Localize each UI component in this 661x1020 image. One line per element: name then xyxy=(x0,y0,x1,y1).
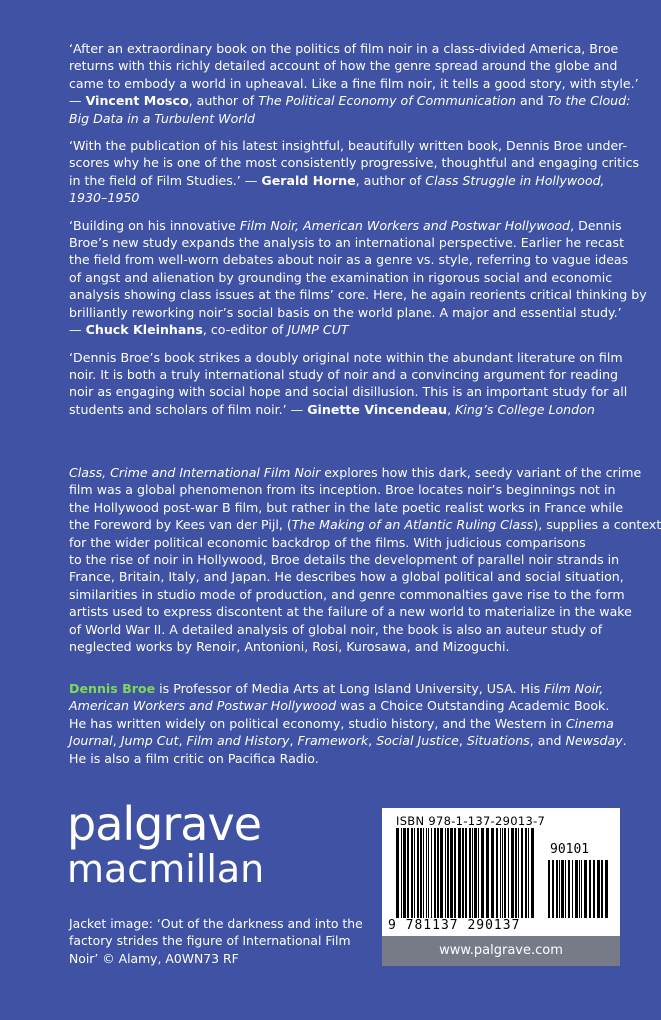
barcode-bars-icon xyxy=(396,828,536,918)
barcode-bar xyxy=(597,860,600,918)
barcode-bar xyxy=(491,828,494,918)
barcode-bar xyxy=(440,828,443,918)
description-line: of World War II. A detailed analysis of global noir, the book is also an auteur study of xyxy=(69,621,603,637)
publisher-logo xyxy=(67,797,307,891)
barcode-bar xyxy=(414,828,415,918)
barcode-bar xyxy=(403,828,406,918)
isbn-label: ISBN 978-1-137-29013-7 xyxy=(396,814,546,828)
bio-line: He has written widely on political economy, studio history, and the Western in Cinema xyxy=(69,715,614,731)
barcode-bar xyxy=(556,860,558,918)
barcode-digits: 9 781137 290137 xyxy=(388,918,521,933)
quote-line: ‘After an extraordinary book on the politics of film noir in a class-divided America, Broe xyxy=(69,41,619,56)
barcode-bar xyxy=(481,828,484,918)
barcode-bar xyxy=(458,828,461,918)
description-line: film was a global phenomenon from its inception. Broe locates noir’s beginnings not in xyxy=(69,482,616,498)
barcode-bar xyxy=(565,860,566,918)
quote-line: ‘Dennis Broe’s book strikes a doubly original note within the abundant literature on film xyxy=(69,349,623,365)
jacket-line: factory strides the figure of International Film xyxy=(69,933,351,949)
endorsement-horne xyxy=(69,137,640,207)
endorsement-mosco xyxy=(69,40,639,127)
barcode-bar xyxy=(447,828,449,918)
author-bio xyxy=(69,680,627,767)
barcode-bar xyxy=(601,860,603,918)
barcode-bar xyxy=(407,828,409,918)
bio-line: He is also a film critic on Pacifica Radio. xyxy=(69,750,319,766)
quote-line: noir as engaging with social hope and social disillusion. This is an important study for all xyxy=(69,384,628,400)
jacket-line: Jacket image: ‘Out of the darkness and into the xyxy=(69,916,363,931)
quote-line: brilliantly reworking noir’s social basis on the world plane. A major and essential study.’ xyxy=(69,304,622,320)
price-code: 90101 xyxy=(550,842,590,857)
barcode-bar xyxy=(445,828,446,918)
barcode-bar xyxy=(502,828,503,918)
barcode-bar xyxy=(450,828,453,918)
barcode-bar xyxy=(572,860,573,918)
barcode-bar xyxy=(525,828,527,918)
quote-attribution: — Vincent Mosco, author of The Political Economy of Communication and To the Cloud: xyxy=(69,93,631,109)
barcode-bar xyxy=(605,860,608,918)
description-line: Class, Crime and International Film Noir explores how this dark, seedy variant of the crime xyxy=(69,465,642,480)
logo-palgrave: palgrave xyxy=(67,797,261,851)
barcode-bar xyxy=(401,828,402,918)
bio-line: American Workers and Postwar Hollywood was a Choice Outstanding Academic Book. xyxy=(69,698,610,714)
barcode-bar xyxy=(426,828,427,918)
barcode-bar xyxy=(579,860,580,918)
barcode-bar xyxy=(521,828,523,918)
quote-attribution: students and scholars of film noir.’ — Ginette Vincendeau, King’s College London xyxy=(69,401,595,417)
author-name: Dennis Broe xyxy=(69,681,156,696)
endorsement-kleinhans xyxy=(69,217,647,339)
barcode-bar xyxy=(396,828,399,918)
publisher-url-link[interactable]: www.palgrave.com xyxy=(382,936,620,966)
quote-work: Big Data in a Turbulent World xyxy=(69,110,255,126)
quote-line: of angst and alienation by grounding the examination in rigorous social and economic xyxy=(69,269,613,285)
barcode-bar xyxy=(411,828,413,918)
description-line: neglected works by Renoir, Antonioni, Rosi, Kurosawa, and Mizoguchi. xyxy=(69,639,510,655)
quote-line: scores why he is one of the most consistently progressive, thoughtful and engaging critics xyxy=(69,155,640,171)
barcode-bar xyxy=(420,828,422,918)
quote-author: Vincent Mosco xyxy=(85,93,189,109)
quote-work: 1930–1950 xyxy=(69,190,140,206)
barcode-bar xyxy=(428,828,429,918)
description-line: the Hollywood post-war B film, but rather in the late poetic realist works in France while xyxy=(69,499,624,515)
barcode-bar xyxy=(584,860,587,918)
barcode-bar xyxy=(486,828,489,918)
description-line: the Foreword by Kees van der Pijl, (The Making of an Atlantic Ruling Class), supplies a context xyxy=(69,517,661,533)
description-line: to the rise of noir in Hollywood, Broe details the development of parallel noir strands in xyxy=(69,552,620,568)
quote-line: ‘Building on his innovative Film Noir, American Workers and Postwar Hollywood, Dennis xyxy=(69,217,622,233)
barcode-bar xyxy=(423,828,424,918)
barcode-bar xyxy=(508,828,509,918)
barcode-bar xyxy=(465,828,467,918)
barcode-bar xyxy=(417,828,419,918)
barcode-bar xyxy=(528,828,529,918)
barcode-bar xyxy=(474,828,477,918)
barcode-bar xyxy=(568,860,570,918)
barcode-bar xyxy=(504,828,506,918)
barcode-bar xyxy=(500,828,501,918)
quote-author: Gerald Horne xyxy=(261,172,356,188)
quote-author: Ginette Vincendeau xyxy=(307,401,448,417)
description-line: for the wider political economic backdrop of the films. With judicious comparisons xyxy=(69,534,586,550)
quote-line: ‘With the publication of his latest insightful, beautifully written book, Dennis Broe under- xyxy=(69,138,628,154)
quote-line: analysis showing class issues at the films’ core. Here, he again reorients critical thinking by xyxy=(69,287,647,303)
description-line: similarities in studio mode of production, and genre commonalties gave rise to the form xyxy=(69,586,625,602)
book-title: Class, Crime and International Film Noir xyxy=(69,465,321,480)
quote-line: Broe’s new study expands the analysis to an international perspective. Earlier he recast xyxy=(69,235,625,251)
endorsements xyxy=(69,40,647,418)
barcode-bar xyxy=(431,828,432,918)
barcode-bar xyxy=(552,860,554,918)
quote-attribution: in the field of Film Studies.’ — Gerald Horne, author of Class Struggle in Hollywood, xyxy=(69,172,605,188)
description-line: artists used to express discontent at the failure of a new world to materialize in the wake xyxy=(69,604,632,620)
barcode-bar xyxy=(559,860,560,918)
price-barcode-icon xyxy=(548,860,608,918)
jacket-line: Noir’ © Alamy, A0WN73 RF xyxy=(69,950,239,966)
quote-line: returns with this richly detailed account of how the genre spread around the globe and xyxy=(69,58,618,74)
bio-line: Dennis Broe is Professor of Media Arts at Long Island University, USA. His Film Noir, xyxy=(69,681,604,696)
barcode-bar xyxy=(437,828,439,918)
barcode-bar xyxy=(434,828,436,918)
barcode-bar xyxy=(469,828,471,918)
barcode-bar xyxy=(462,828,464,918)
barcode-bar xyxy=(589,860,591,918)
barcode-bar xyxy=(575,860,578,918)
barcode-bar xyxy=(548,860,550,918)
barcode-bar xyxy=(581,860,582,918)
barcode-bar xyxy=(472,828,473,918)
quote-line: noir. It is both a truly international study of noir and a convincing argument for reading xyxy=(69,366,619,382)
description-line: France, Britain, Italy, and Japan. He describes how a global political and social situation, xyxy=(69,569,624,585)
bio-line: Journal, Jump Cut, Film and History, Framework, Social Justice, Situations, and Newsday. xyxy=(69,733,627,749)
barcode-bar xyxy=(518,828,519,918)
barcode-bar xyxy=(496,828,498,918)
barcode-bar xyxy=(511,828,514,918)
barcode-bar xyxy=(593,860,595,918)
barcode-bar xyxy=(561,860,564,918)
jacket-credit xyxy=(69,915,369,967)
endorsement-vincendeau xyxy=(69,349,628,419)
barcode-bar xyxy=(531,828,534,918)
barcode-bar xyxy=(454,828,456,918)
quote-author: Chuck Kleinhans xyxy=(85,322,203,338)
barcode-bar xyxy=(478,828,479,918)
quote-line: came to embody a world in upheaval. Like a fine film noir, it tells a good story, with style.’ xyxy=(69,75,639,91)
logo-macmillan: macmillan xyxy=(67,847,265,891)
quote-line: the field from well-worn debates about noir as a genre vs. style, referring to vague ideas xyxy=(69,252,629,268)
book-description xyxy=(69,464,661,655)
quote-attribution: — Chuck Kleinhans, co-editor of JUMP CUT xyxy=(69,322,349,338)
barcode-bar xyxy=(515,828,517,918)
barcode-panel xyxy=(382,808,620,936)
